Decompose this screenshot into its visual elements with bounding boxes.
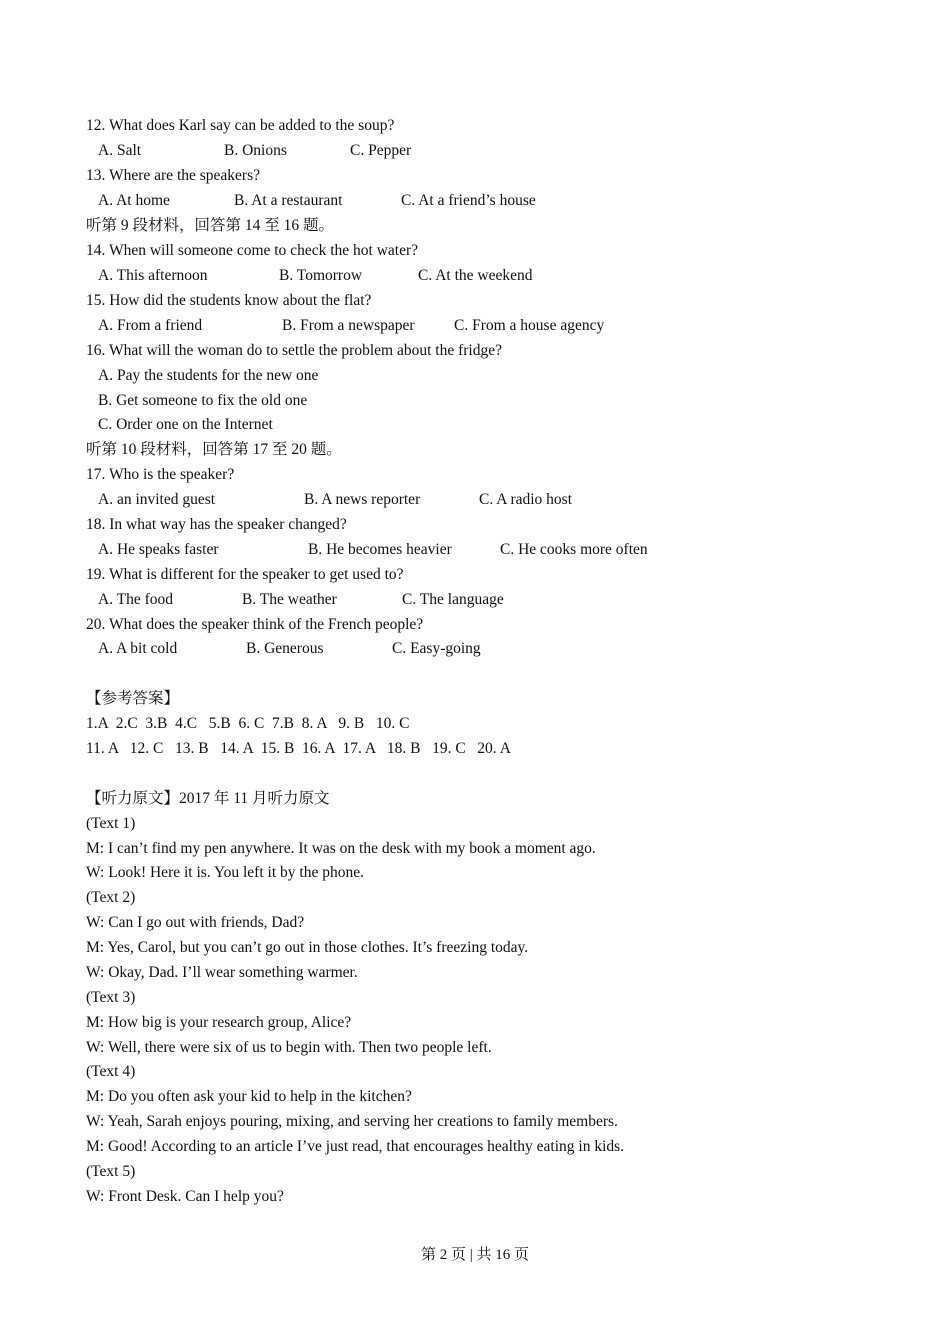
question-19-stem: 19. What is different for the speaker to get used to? [86,566,404,583]
question-13-stem: 13. Where are the speakers? [86,167,260,184]
option-b: B. Tomorrow [279,267,363,284]
transcript-line: M: I can’t find my pen anywhere. It was on the desk with my book a moment ago. [86,840,596,857]
transcript-line: W: Yeah, Sarah enjoys pouring, mixing, and serving her creations to family members. [86,1113,618,1130]
option-a: A. From a friend [98,317,203,334]
option-c: C. Order one on the Internet [98,416,273,433]
option-c: C. At the weekend [418,267,533,284]
transcript-line: (Text 3) [86,989,136,1006]
transcript-line: W: Front Desk. Can I help you? [86,1188,284,1205]
option-b: B. A news reporter [304,491,421,508]
transcript-line: W: Look! Here it is. You left it by the phone. [86,864,364,881]
option-a: A. At home [98,192,170,209]
option-b: B. At a restaurant [234,192,343,209]
transcript-line: M: How big is your research group, Alice? [86,1014,352,1031]
transcript-heading: 【听力原文】2017 年 11 月听力原文 [86,790,330,807]
option-c: C. Pepper [350,142,412,159]
question-18-stem: 18. In what way has the speaker changed? [86,516,347,533]
question-17-stem: 17. Who is the speaker? [86,466,235,483]
option-a: A. an invited guest [98,491,216,508]
question-14-stem: 14. When will someone come to check the hot water? [86,242,418,259]
transcript-line: W: Okay, Dad. I’ll wear something warmer. [86,964,358,981]
option-b: B. Get someone to fix the old one [98,392,308,409]
question-15-stem: 15. How did the students know about the flat? [86,292,372,309]
option-a: A. Pay the students for the new one [98,367,319,384]
transcript-line: (Text 4) [86,1063,136,1080]
option-c: C. He cooks more often [500,541,648,558]
option-a: A. The food [98,591,174,608]
option-a: A. Salt [98,142,142,159]
transcript-line: (Text 2) [86,889,136,906]
section-9-instruction: 听第 9 段材料，回答第 14 至 16 题。 [86,217,335,234]
transcript-line: M: Yes, Carol, but you can’t go out in those clothes. It’s freezing today. [86,939,529,956]
option-c: C. At a friend’s house [401,192,536,209]
section-10-instruction: 听第 10 段材料，回答第 17 至 20 题。 [86,441,342,458]
answer-key-heading: 【参考答案】 [86,690,180,707]
option-b: B. Onions [224,142,287,159]
question-16-stem: 16. What will the woman do to settle the problem about the fridge? [86,342,502,359]
transcript-line: W: Well, there were six of us to begin with. Then two people left. [86,1039,492,1056]
option-b: B. From a newspaper [282,317,415,334]
answer-key-row-2: 11. A 12. C 13. B 14. A 15. B 16. A 17. A 18. B 19. C 20. A [86,740,511,757]
page-footer: 第 2 页 | 共 16 页 [420,1247,529,1263]
option-a: A. This afternoon [98,267,208,284]
transcript-line: M: Do you often ask your kid to help in the kitchen? [86,1088,412,1105]
option-c: C. The language [402,591,504,608]
option-b: B. He becomes heavier [308,541,452,558]
option-c: C. From a house agency [454,317,605,334]
option-b: B. The weather [242,591,337,608]
option-c: C. Easy-going [392,640,481,657]
option-b: B. Generous [246,640,324,657]
transcript-line: M: Good! According to an article I’ve just read, that encourages healthy eating in kids. [86,1138,625,1155]
question-20-stem: 20. What does the speaker think of the French people? [86,616,424,633]
option-c: C. A radio host [479,491,573,508]
option-a: A. He speaks faster [98,541,219,558]
question-12-stem: 12. What does Karl say can be added to the soup? [86,117,395,134]
transcript-line: W: Can I go out with friends, Dad? [86,914,305,931]
answer-key-row-1: 1.A 2.C 3.B 4.C 5.B 6. C 7.B 8. A 9. B 10. C [86,715,410,732]
transcript-line: (Text 1) [86,815,136,832]
option-a: A. A bit cold [98,640,178,657]
transcript-line: (Text 5) [86,1163,136,1180]
